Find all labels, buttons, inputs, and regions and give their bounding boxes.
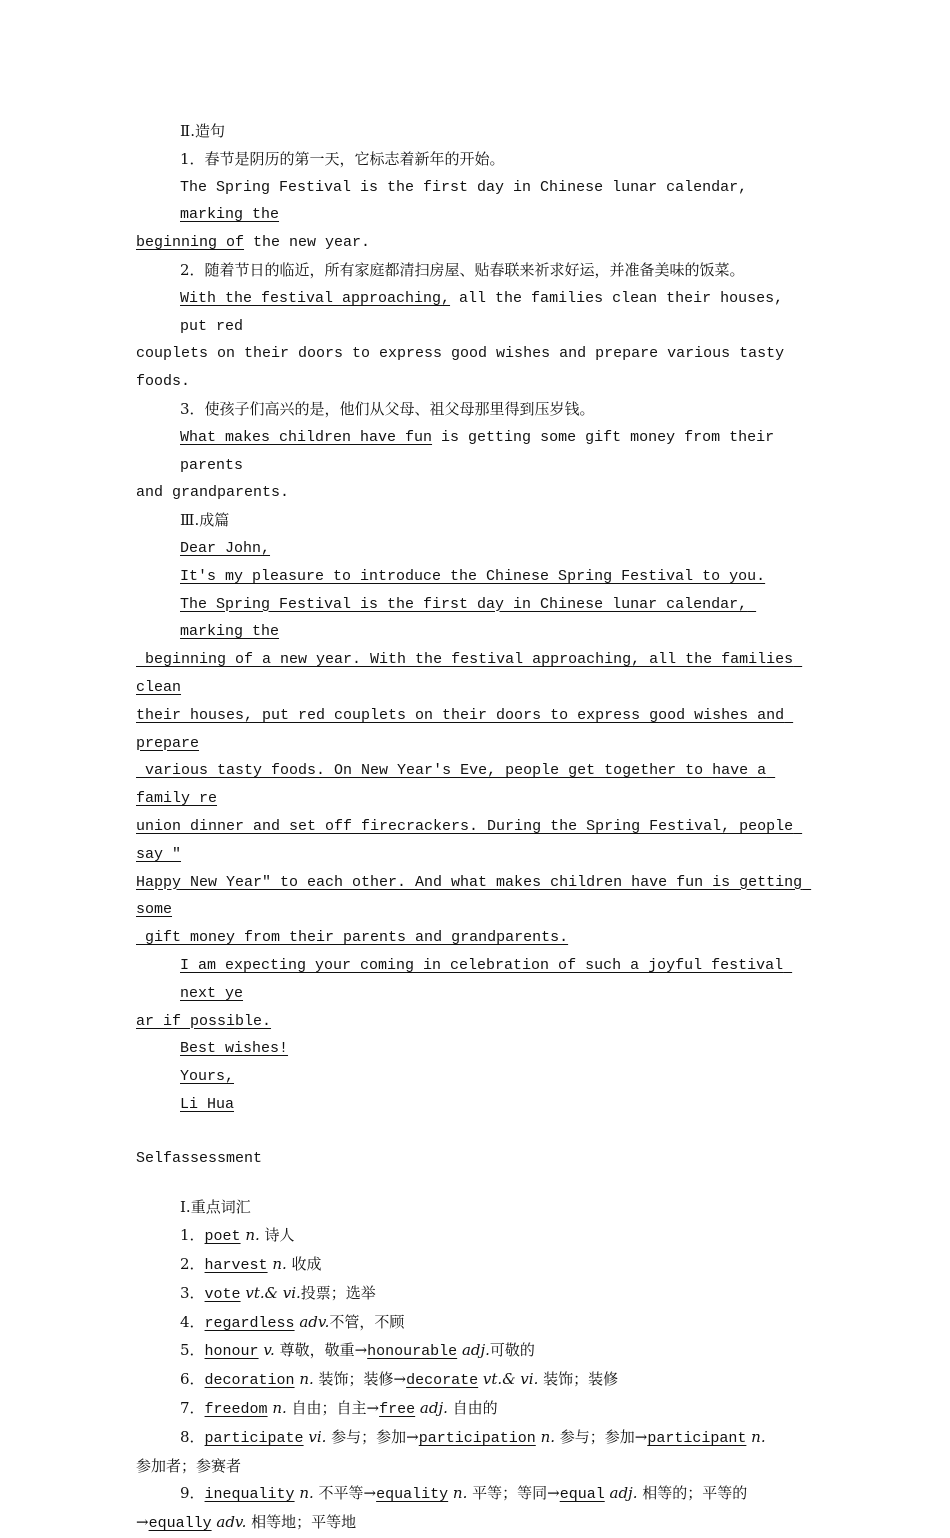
vocab-item	[136, 1280, 816, 1309]
vocab-word: free	[379, 1401, 416, 1419]
vocab-word: equality	[376, 1486, 449, 1504]
letter-text: various tasty foods. On New Year's Eve, people get together to have a family re	[136, 762, 776, 808]
item-number: 2．	[180, 1255, 205, 1274]
meaning: 不平等→	[313, 1484, 377, 1503]
document-page	[136, 118, 816, 1538]
letter-line	[136, 952, 816, 1008]
letter-text: gift money from their parents and grandparents.	[136, 929, 569, 947]
q1-text-end: the new year.	[244, 234, 371, 252]
letter-text: I am expecting your coming in celebration of such a joyful festival next ye	[180, 956, 793, 1002]
vocab-word: poet	[204, 1228, 241, 1246]
item-number: 6．	[180, 1370, 205, 1389]
greeting-text: Dear John,	[180, 539, 271, 557]
q1-english-line1	[136, 174, 816, 230]
vocab-item	[136, 1337, 816, 1366]
vocab-word: regardless	[204, 1314, 295, 1332]
vocab-word: equally	[148, 1515, 212, 1533]
vocab-word: equal	[559, 1486, 605, 1504]
meaning: 参与；参加→	[555, 1427, 648, 1446]
part-of-speech: vt.& vi.	[482, 1370, 539, 1389]
part-of-speech: n.	[272, 1399, 287, 1418]
part-of-speech: n.	[540, 1427, 555, 1446]
section-3-heading: Ⅲ.成篇	[180, 511, 230, 530]
item-number: 5．	[180, 1341, 205, 1360]
letter-text: Happy New Year" to each other. And what makes children have fun is getting some	[136, 873, 812, 919]
vocab-item-continued	[136, 1509, 816, 1538]
selfassessment-title: Selfassessment	[136, 1149, 263, 1167]
q3-chinese: 3．使孩子们高兴的是，他们从父母、祖父母那里得到压岁钱。	[180, 399, 595, 418]
q2-english-line1	[136, 285, 816, 341]
q1-text: The Spring Festival is the first day in Chinese lunar calendar,	[180, 178, 757, 196]
letter-text: ar if possible.	[136, 1012, 272, 1030]
meaning: 不管，不顾	[329, 1312, 405, 1331]
vocab-item	[136, 1222, 816, 1251]
letter-line	[136, 563, 816, 591]
vocab-item	[136, 1251, 816, 1280]
letter-text: beginning of a new year. With the festival approaching, all the families clean	[136, 651, 803, 696]
vocab-word: honour	[204, 1343, 259, 1361]
vocab-item	[136, 1309, 816, 1338]
vocab-item	[136, 1424, 816, 1453]
vocab-word: vote	[204, 1285, 241, 1303]
part-of-speech: adv.	[299, 1312, 330, 1331]
part-of-speech: n.	[452, 1484, 468, 1503]
letter-line	[136, 646, 816, 702]
item-number: 4．	[180, 1312, 205, 1331]
meaning: 相等的；平等的	[637, 1484, 748, 1503]
q3-english-line2: and grandparents.	[136, 484, 290, 502]
item-number: 9．	[180, 1484, 205, 1503]
vocab-word: freedom	[204, 1401, 268, 1419]
name-text: Li Hua	[180, 1095, 235, 1113]
q2-text: all the families clean their houses, put red	[180, 289, 793, 335]
part-of-speech: n.	[245, 1226, 260, 1245]
vocab-item	[136, 1395, 816, 1424]
letter-greeting	[136, 535, 816, 563]
part-of-speech: adj.	[461, 1341, 490, 1360]
meaning: 诗人	[259, 1226, 295, 1245]
q2-chinese: 2．随着节日的临近，所有家庭都清扫房屋、贴春联来祈求好运，并准备美味的饭菜。	[180, 260, 745, 279]
meaning: 参与；参加→	[326, 1427, 419, 1446]
letter-line	[136, 702, 816, 758]
q1-english-line2	[136, 229, 816, 257]
letter-line	[136, 924, 816, 952]
vocab-word: participate	[204, 1429, 304, 1447]
signoff-text: Yours,	[180, 1068, 235, 1086]
part-of-speech: adj.	[609, 1484, 638, 1503]
closing-text: Best wishes!	[180, 1040, 289, 1058]
arrow: →	[136, 1513, 149, 1532]
letter-name	[136, 1091, 816, 1119]
vocab-word: inequality	[204, 1486, 295, 1504]
letter-line	[136, 1008, 816, 1036]
letter-text: The Spring Festival is the first day in Chinese lunar calendar, marking the	[180, 595, 757, 641]
part-of-speech: adv.	[216, 1513, 247, 1532]
letter-text: It's my pleasure to introduce the Chinese Spring Festival to you.	[180, 567, 766, 585]
item-number: 1．	[180, 1226, 205, 1245]
meaning: 收成	[286, 1255, 322, 1274]
part-of-speech: vi.	[308, 1427, 327, 1446]
q1-answer-part1: marking the	[180, 206, 280, 224]
vocab-word: decoration	[204, 1372, 295, 1390]
letter-closing	[136, 1035, 816, 1063]
vocab-word: participation	[418, 1429, 536, 1447]
q1-chinese: 1．春节是阴历的第一天，它标志着新年的开始。	[180, 149, 505, 168]
part-of-speech: n.	[272, 1255, 287, 1274]
vocab-item	[136, 1480, 816, 1509]
meaning: 可敬的	[489, 1341, 535, 1360]
vocab-heading: Ⅰ.重点词汇	[180, 1198, 251, 1217]
item-number: 7．	[180, 1399, 205, 1418]
meaning: 投票；选举	[300, 1283, 376, 1302]
letter-line	[136, 591, 816, 647]
q3-answer: What makes children have fun	[180, 428, 433, 446]
part-of-speech: vt.& vi.	[245, 1283, 301, 1302]
letter-text: their houses, put red couplets on their doors to express good wishes and prepare	[136, 706, 794, 752]
vocab-word: participant	[647, 1429, 747, 1447]
q2-english-line2: couplets on their doors to express good wishes and prepare various tasty foods.	[136, 345, 794, 391]
vocab-word: harvest	[204, 1257, 268, 1275]
vocab-item-continued: 参加者；参赛者	[136, 1456, 242, 1475]
letter-signoff	[136, 1063, 816, 1091]
meaning: 相等地；平等地	[246, 1513, 357, 1532]
section-2-heading: Ⅱ.造句	[180, 122, 225, 140]
meaning: 装饰；装修	[538, 1370, 619, 1389]
meaning: 装饰；装修→	[313, 1370, 407, 1389]
letter-line	[136, 869, 816, 925]
q3-english-line1	[136, 424, 816, 480]
meaning: 尊敬，敬重→	[274, 1341, 368, 1360]
q1-answer-part2: beginning of	[136, 234, 245, 252]
item-number: 8．	[180, 1427, 205, 1446]
letter-text: union dinner and set off firecrackers. During the Spring Festival, people say "	[136, 817, 803, 863]
item-number: 3．	[180, 1283, 205, 1302]
letter-line	[136, 813, 816, 869]
part-of-speech: n.	[751, 1427, 766, 1446]
meaning: 平等；等同→	[467, 1484, 560, 1503]
meaning: 自由的	[447, 1399, 498, 1418]
part-of-speech: adj.	[419, 1399, 448, 1418]
q2-answer: With the festival approaching,	[180, 289, 451, 307]
meaning: 自由；自主→	[286, 1399, 380, 1418]
vocab-item	[136, 1366, 816, 1395]
vocab-word: honourable	[367, 1343, 458, 1361]
q3-text: is getting some gift money from their parents	[180, 428, 784, 474]
part-of-speech: n.	[299, 1484, 314, 1503]
vocab-word: decorate	[406, 1372, 479, 1390]
part-of-speech: v.	[263, 1341, 275, 1360]
part-of-speech: n.	[299, 1370, 314, 1389]
letter-line	[136, 757, 816, 813]
